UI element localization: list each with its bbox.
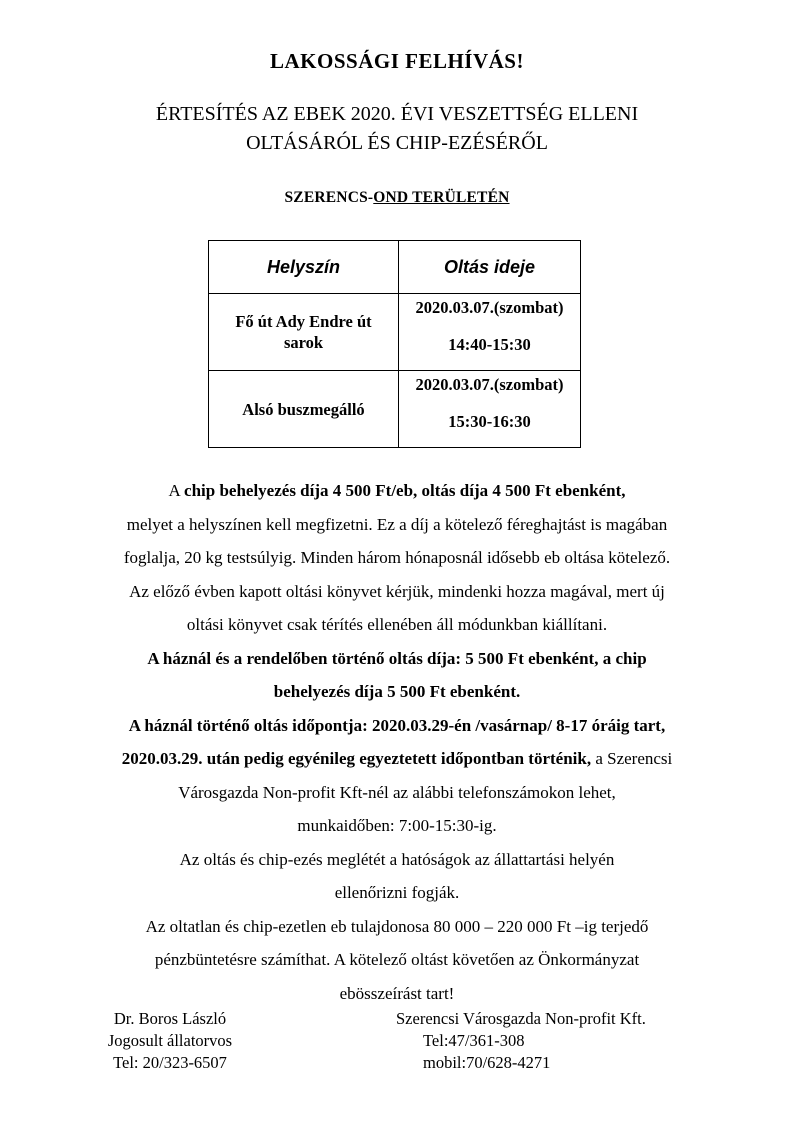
subtitle-line-2: OLTÁSÁRÓL ÉS CHIP-EZÉSÉRŐL	[246, 132, 548, 154]
footer	[0, 1008, 794, 1088]
body-text-segment: munkaidőben: 7:00-15:30-ig.	[297, 816, 497, 835]
subtitle	[0, 100, 794, 158]
vet-phone: Tel: 20/323-6507	[113, 1053, 227, 1072]
body-text-segment: Az előző évben kapott oltási könyvet kérjük, mindenki hozza magával, mert új	[129, 581, 665, 601]
body-text-segment: Az oltatlan és chip-ezetlen eb tulajdonosa 80 000 – 220 000 Ft –ig terjedő	[145, 916, 649, 936]
vaccination-schedule-table	[208, 240, 581, 448]
date-text: 2020.03.07.(szombat)	[415, 298, 564, 317]
time-cell	[399, 371, 581, 448]
column-header-location: Helyszín	[209, 241, 399, 294]
table-row	[209, 371, 581, 448]
body-line	[0, 843, 794, 877]
body-line	[0, 675, 794, 709]
body-line	[0, 910, 794, 944]
body-text-segment: A	[168, 481, 185, 500]
date-text: 2020.03.07.(szombat)	[415, 375, 564, 394]
body-line	[0, 709, 794, 743]
vet-name: Dr. Boros László	[113, 1009, 227, 1028]
section-heading-area: OND TERÜLETÉN	[373, 189, 510, 206]
body-line	[0, 642, 794, 676]
body-line	[0, 977, 794, 1011]
body-text-bold-segment: A háznál történő oltás időpontja: 2020.03.29-én /vasárnap/ 8-17 óráig tart,	[128, 715, 666, 735]
body-line	[0, 474, 794, 508]
body-line	[0, 541, 794, 575]
body-line	[0, 876, 794, 910]
section-heading-prefix: SZERENCS-	[284, 189, 374, 206]
body-text-segment: ebösszeírást tart!	[339, 983, 455, 1003]
time-text: 15:30-16:30	[448, 412, 531, 431]
company-mobile: mobil:70/628-4271	[423, 1053, 551, 1072]
location-cell: Alsó buszmegálló	[209, 371, 399, 448]
company-phone: Tel:47/361-308	[423, 1031, 525, 1050]
body-line	[0, 575, 794, 609]
company-contact-block	[396, 1008, 646, 1074]
body-text-segment: Városgazda Non-profit Kft-nél az alábbi telefonszámokon lehet,	[178, 782, 616, 802]
vet-contact-block	[92, 1008, 248, 1074]
vet-title: Jogosult állatorvos	[107, 1031, 233, 1050]
time-text: 14:40-15:30	[448, 335, 531, 354]
table-row	[209, 294, 581, 371]
section-heading	[0, 189, 794, 207]
body-text-segment: oltási könyvet csak térítés ellenében áll módunkban kiállítani.	[186, 615, 608, 634]
body-text-segment: melyet a helyszínen kell megfizetni. Ez a díj a kötelező féreghajtást is magában	[126, 514, 668, 534]
time-cell	[399, 294, 581, 371]
subtitle-line-1: ÉRTESÍTÉS AZ EBEK 2020. ÉVI VESZETTSÉG ELLENI	[155, 103, 639, 125]
body-text-segment: foglalja, 20 kg testsúlyig. Minden három hónaposnál idősebb eb oltása kötelező.	[123, 548, 671, 567]
body-line	[0, 809, 794, 843]
body-line	[0, 508, 794, 542]
column-header-time: Oltás ideje	[399, 241, 581, 294]
body-line	[0, 608, 794, 642]
body-text-segment: pénzbüntetésre számíthat. A kötelező oltást követően az Önkormányzat	[154, 950, 640, 969]
location-cell: Fő út Ady Endre út sarok	[209, 294, 399, 371]
company-name: Szerencsi Városgazda Non-profit Kft.	[396, 1009, 646, 1028]
body-text-segment: a Szerencsi	[591, 749, 673, 768]
body-line	[0, 742, 794, 776]
page-title: LAKOSSÁGI FELHÍVÁS!	[270, 49, 524, 73]
body-text	[0, 474, 794, 1010]
body-line	[0, 943, 794, 977]
body-text-segment: ellenőrizni fogják.	[334, 883, 460, 902]
body-text-bold-segment: A háznál és a rendelőben történő oltás díja: 5 500 Ft ebenként, a chip	[147, 648, 647, 668]
body-text-bold-segment: chip behelyezés díja 4 500 Ft/eb, oltás díja 4 500 Ft ebenként,	[184, 481, 626, 500]
body-text-bold-segment: 2020.03.29. után pedig egyénileg egyeztetett időpontban történik,	[121, 749, 592, 768]
body-text-segment: Az oltás és chip-ezés meglétét a hatóságok az állattartási helyén	[179, 849, 615, 869]
table-header-row	[209, 241, 581, 294]
body-text-bold-segment: behelyezés díja 5 500 Ft ebenként.	[273, 682, 521, 701]
body-line	[0, 776, 794, 810]
